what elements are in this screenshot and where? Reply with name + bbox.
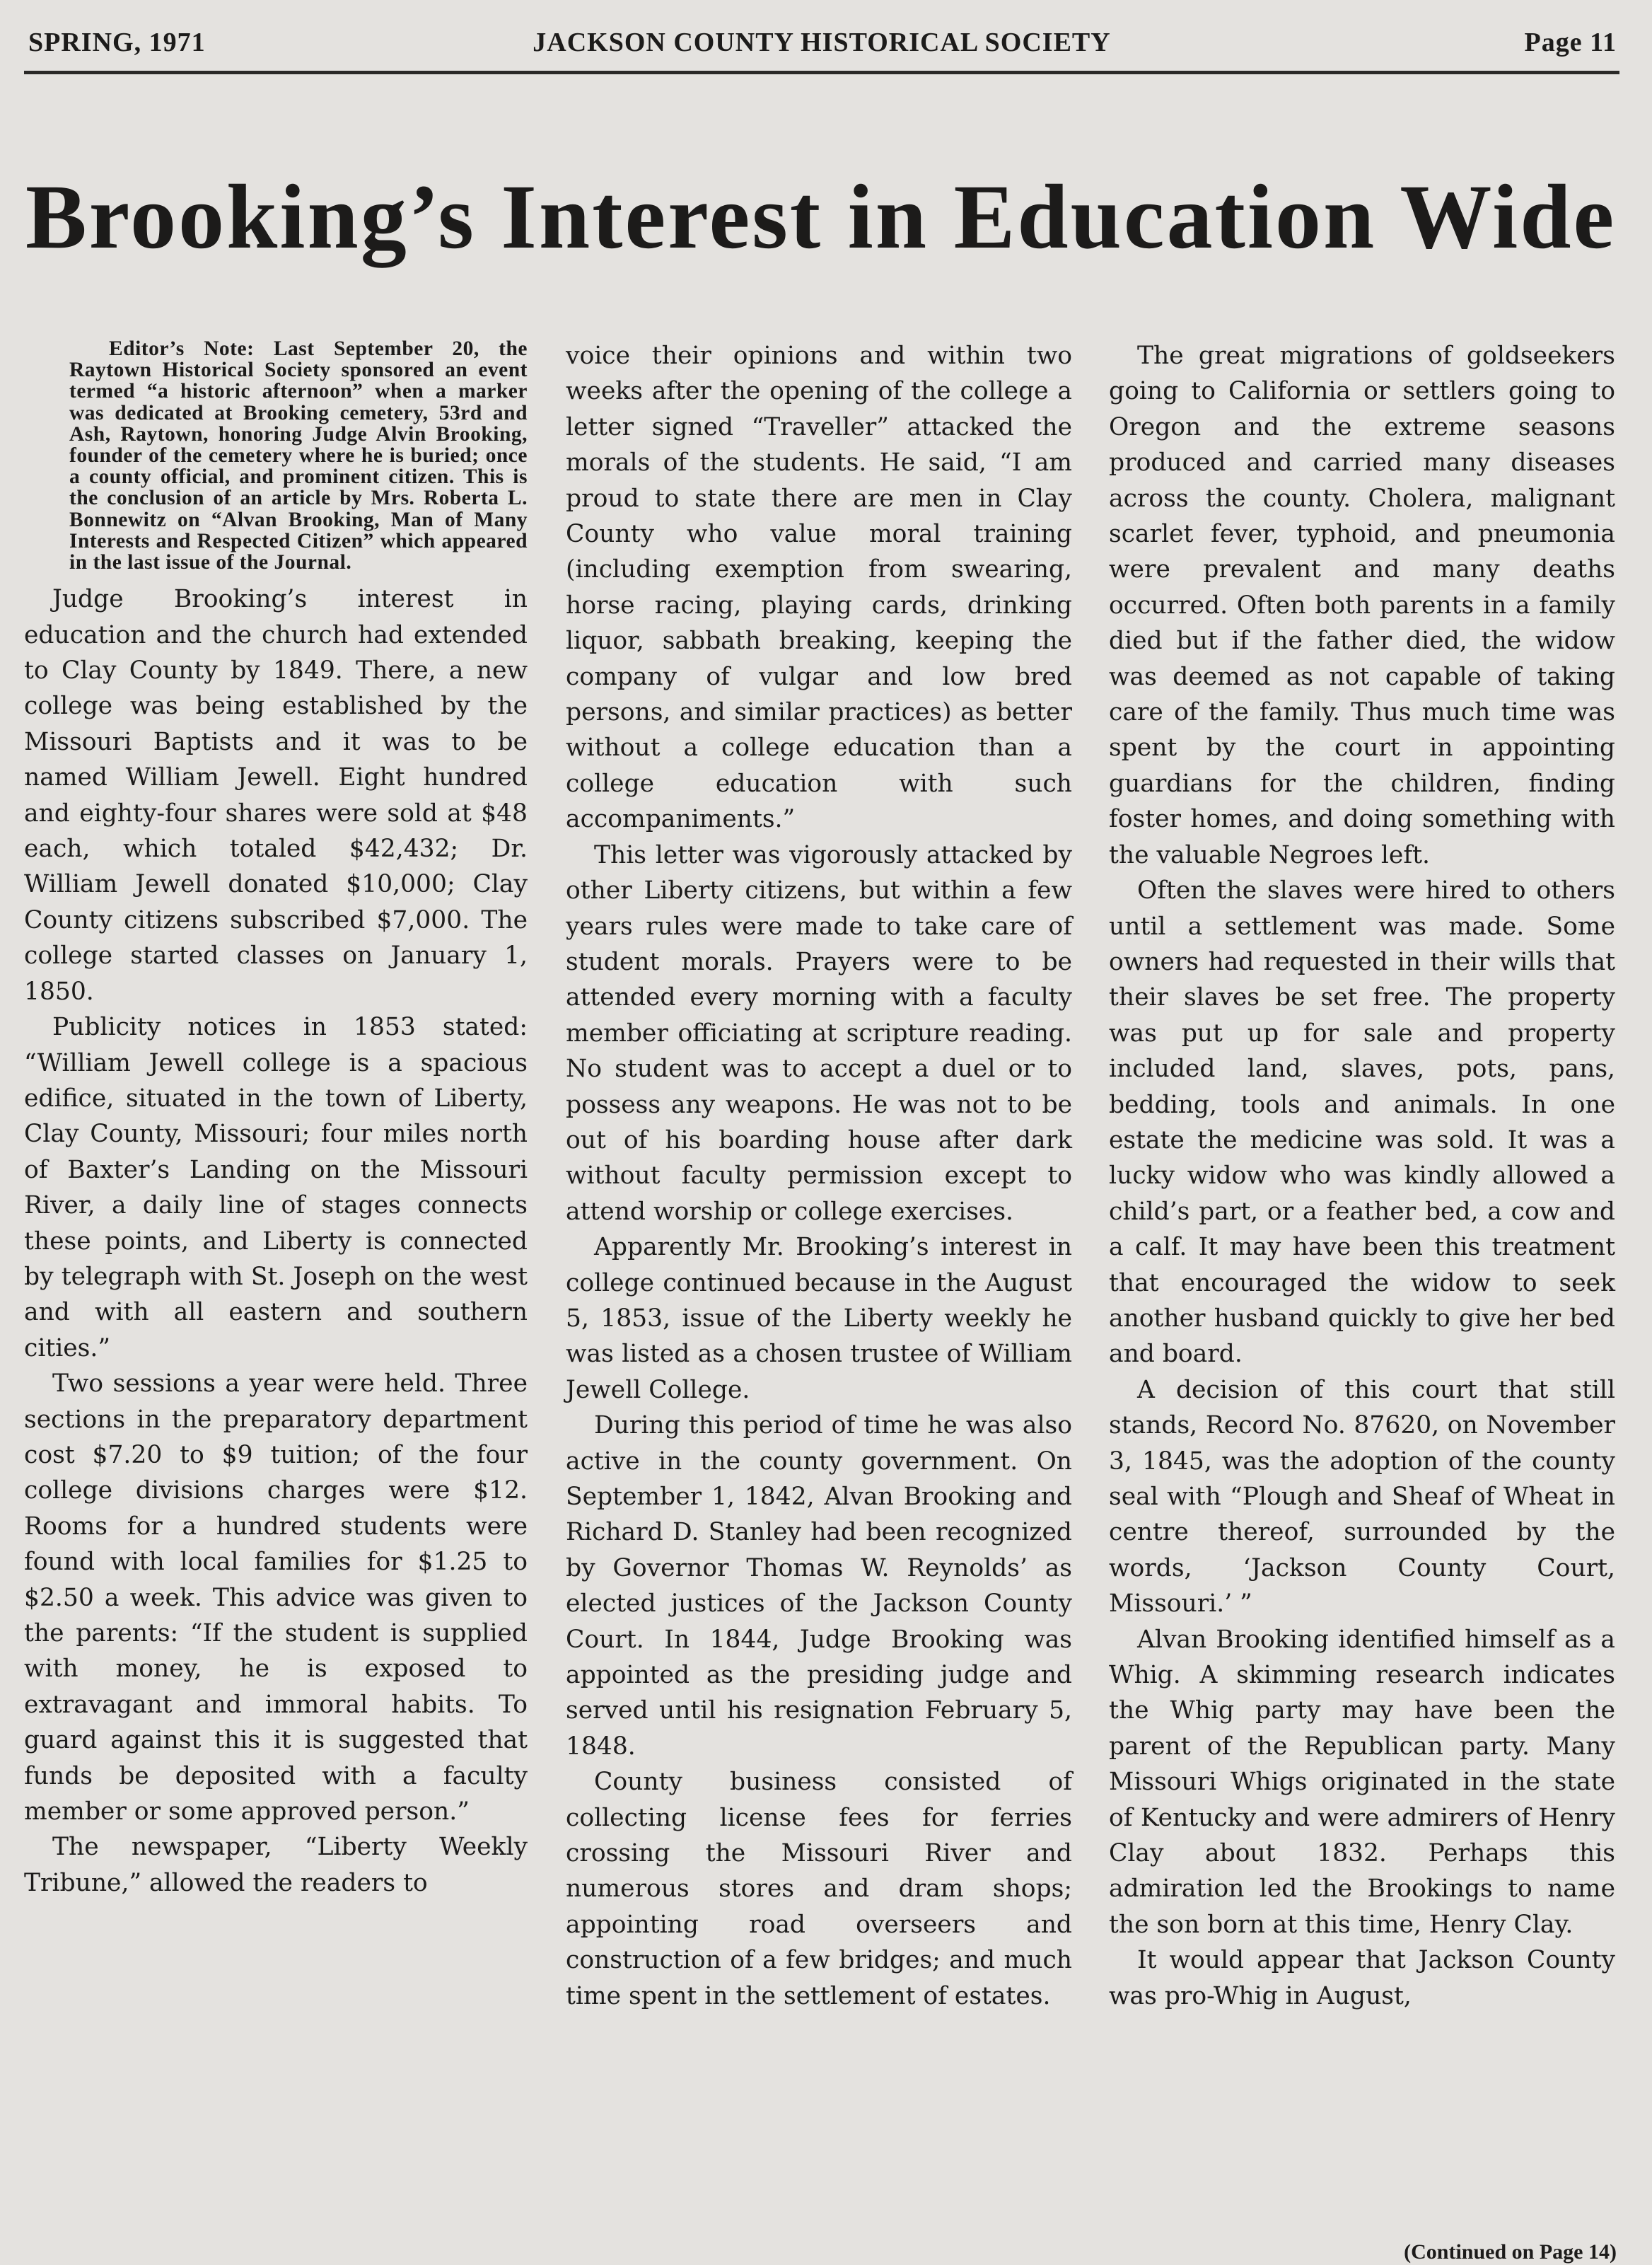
paragraph: This letter was vigorously attacked by other Liberty citizens, but within a few years rules were made to take care of student morals. Prayers were to be attended every morning with a faculty member officiating at scripture reading. No student was to accept a duel or to possess any weapons. He was not to be out of his boarding house after dark without faculty permission except to attend worship or college exercises. <box>566 840 1072 1226</box>
paragraph: Apparently Mr. Brooking’s interest in college continued because in the August 5, 1853, issue of the Liberty weekly he was listed as a chosen trustee of William Jewell College. <box>566 1233 1072 1404</box>
paragraph: Two sessions a year were held. Three sections in the preparatory department cost $7.20 to $9 tuition; of the four college divisions charges were $12. Rooms for a hundred students were found with local families for $1.25 to $2.50 a week. This advice was given to the parents: “If the student is supplied with money, he is exposed to extravagant and immoral habits. To guard against this it is suggested that funds be deposited with a faculty member or some approved person.” <box>24 1369 528 1826</box>
paragraph: A decision of this court that still stands, Record No. 87620, on November 3, 1845, was the adoption of the county seal with “Plough and Sheaf of Wheat in centre thereof, surrounded by the words, ‘Jackson County Court, Missouri.’ ” <box>1109 1375 1615 1618</box>
publication-name: JACKSON COUNTY HISTORICAL SOCIETY <box>533 28 1111 57</box>
issue-date: SPRING, 1971 <box>28 28 206 57</box>
editor-note: Editor’s Note: Last September 20, the Raytown Historical Society sponsored an event termed “a historic afternoon” when a marker was dedicated at Brooking cemetery, 53rd and Ash, Raytown, honoring Judge Alvin Brooking, founder of the cemetery where he is buried; once a county official, and prominent citizen. This is the conclusion of an article by Mrs. Roberta L. Bonnewitz on “Alvan Brooking, Man of Many Interests and Respected Citizen” which appeared in the last issue of the Journal. <box>69 337 528 574</box>
article-column-2 <box>566 338 1072 2014</box>
running-header <box>24 21 1619 74</box>
paragraph: Often the slaves were hired to others until a settlement was made. Some owners had requested in their wills that their slaves be set free. The property was put up for sale and property included land, slaves, pots, pans, bedding, tools and animals. In one estate the medicine was sold. It was a lucky widow who was kindly allowed a child’s part, or a feather bed, a cow and a calf. It may have been this treatment that encouraged the widow to seek another husband quickly to give her bed and board. <box>1109 876 1615 1369</box>
paragraph: Judge Brooking’s interest in education and the church had extended to Clay County by 1849. There, a new college was being established by the Missouri Baptists and it was to be named William Jewell. Eight hundred and eighty-four shares were sold at $48 each, which totaled $42,432; Dr. William Jewell donated $10,000; Clay County citizens subscribed $7,000. The college started classes on January 1, 1850. <box>24 585 528 1006</box>
article-headline: Brooking’s Interest in Education Wide <box>25 166 1617 268</box>
page-number: Page 11 <box>1524 28 1617 57</box>
paragraph: Publicity notices in 1853 stated: “William Jewell college is a spacious edifice, situated in the town of Liberty, Clay County, Missouri; four miles north of Baxter’s Landing on the Missouri River, a daily line of stages connects these points, and Liberty is connected by telegraph with St. Joseph on the west and with all eastern and southern cities.” <box>24 1013 528 1362</box>
paragraph: Alvan Brooking identified himself as a Whig. A skimming research indicates the Whig party may have been the parent of the Republican party. Many Missouri Whigs originated in the state of Kentucky and were admirers of Henry Clay about 1832. Perhaps this admiration led the Brookings to name the son born at this time, Henry Clay. <box>1109 1625 1615 1939</box>
paragraph: The great migrations of goldseekers going to California or settlers going to Oregon and the extreme seasons produced and carried many diseases across the county. Cholera, malignant scarlet fever, typhoid, and pneumonia were prevalent and many deaths occurred. Often both parents in a family died but if the father died, the widow was deemed as not capable of taking care of the family. Thus much time was spent by the court in appointing guardians for the children, finding foster homes, and doing something with the valuable Negroes left. <box>1109 342 1615 869</box>
paragraph: It would appear that Jackson County was pro-Whig in August, <box>1109 1946 1615 2010</box>
paragraph: During this period of time he was also active in the county government. On September 1, 1842, Alvan Brooking and Richard D. Stanley had been recognized by Governor Thomas W. Reynolds’ as elected justices of the Jackson County Court. In 1844, Judge Brooking was appointed as the presiding judge and served until his resignation February 5, 1848. <box>566 1411 1072 1761</box>
paragraph: County business consisted of collecting license fees for ferries crossing the Missouri River and numerous stores and dram shops; appointing road overseers and construction of a few bridges; and much time spent in the settlement of estates. <box>566 1768 1072 2010</box>
article-column-3 <box>1109 338 1615 2014</box>
paragraph: The newspaper, “Liberty Weekly Tribune,” allowed the readers to <box>24 1833 528 1897</box>
paragraph: voice their opinions and within two weeks after the opening of the college a letter signed “Traveller” attacked the morals of the students. He said, “I am proud to state there are men in Clay County who value moral training (including exemption from swearing, horse racing, playing cards, drinking liquor, sabbath breaking, keeping the company of vulgar and low bred persons, and similar practices) as better without a college education than a college education with such accompaniments.” <box>566 342 1072 834</box>
continued-notice: (Continued on Page 14) <box>1404 2240 1617 2264</box>
article-column-1 <box>24 338 528 1901</box>
